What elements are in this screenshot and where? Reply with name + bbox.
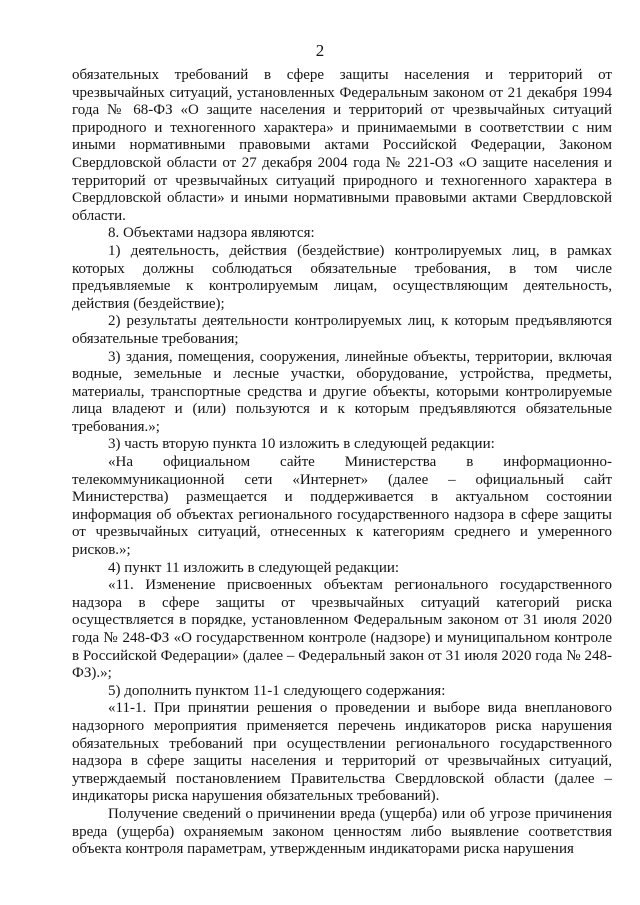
paragraph: 5) дополнить пунктом 11-1 следующего содержания: — [108, 682, 446, 699]
document-body — [72, 67, 612, 859]
paragraph: «На официальном сайте Министерства в информационно-телекоммуникационной сети «Интернет» (далее – официальный сайт Министерства) размещается и поддерживается в актуальном состоянии информация об объектах регионального государственного надзора в сфере защиты от чрезвычайных ситуаций, отнесенных к категориям среднего и умеренного рисков.»; — [72, 454, 612, 559]
paragraph: 4) пункт 11 изложить в следующей редакции: — [108, 559, 400, 576]
paragraph: 3) часть вторую пункта 10 изложить в следующей редакции: — [108, 436, 495, 453]
paragraph: 8. Объектами надзора являются: — [108, 225, 315, 242]
paragraph: «11. Изменение присвоенных объектам регионального государственного надзора в сфере защиты от чрезвычайных ситуаций категорий риска осуществляется в порядке, установленном Федеральным законом от 31 июля 2020 года № 248-ФЗ «О государственном контроле (надзоре) и муниципальном контроле в Российской Федерации» (далее – Федеральный закон от 31 июля 2020 года № 248-ФЗ).»; — [72, 577, 612, 682]
paragraph: 2) результаты деятельности контролируемых лиц, к которым предъявляются обязательные требования; — [72, 313, 612, 347]
paragraph: обязательных требований в сфере защиты населения и территорий от чрезвычайных ситуаций, установленных Федеральным законом от 21 декабря 1994 года № 68-ФЗ «О защите населения и территорий от чрезвычайных ситуаций природного и техногенного характера» и принимаемыми в соответствии с ним иными нормативными правовыми актами Российской Федерации, Законом Свердловской области от 27 декабря 2004 года № 221-ОЗ «О защите населения и территорий от чрезвычайных ситуаций природного и техногенного характера в Свердловской области» и иными нормативными правовыми актами Свердловской области. — [72, 67, 612, 224]
paragraph: 1) деятельность, действия (бездействие) контролируемых лиц, в рамках которых должны соблюдаться обязательные требования, в том числе предъявляемые к контролируемым лицам, осуществляющим деятельность, действия (бездействие); — [72, 242, 612, 312]
paragraph: Получение сведений о причинении вреда (ущерба) или об угрозе причинения вреда (ущерба) охраняемым законом ценностям либо выявление соответствия объекта контроля параметрам, утвержденным индикаторами риска нарушения — [72, 805, 612, 858]
page-number: 2 — [315, 41, 325, 60]
paragraph: 3) здания, помещения, сооружения, линейные объекты, территории, включая водные, земельные и лесные участки, оборудование, устройства, предметы, материалы, транспортные средства и другие объекты, которыми контролируемые лица владеют и (или) пользуются и к которым предъявляются обязательные требования.»; — [72, 348, 612, 435]
paragraph: «11-1. При принятии решения о проведении и выборе вида внепланового надзорного мероприятия применяется перечень индикаторов риска нарушения обязательных требований при осуществлении регионального государственного надзора в сфере защиты населения и территорий от чрезвычайных ситуаций, утверждаемый постановлением Правительства Свердловской области (далее – индикаторы риска нарушения обязательных требований). — [72, 700, 612, 805]
